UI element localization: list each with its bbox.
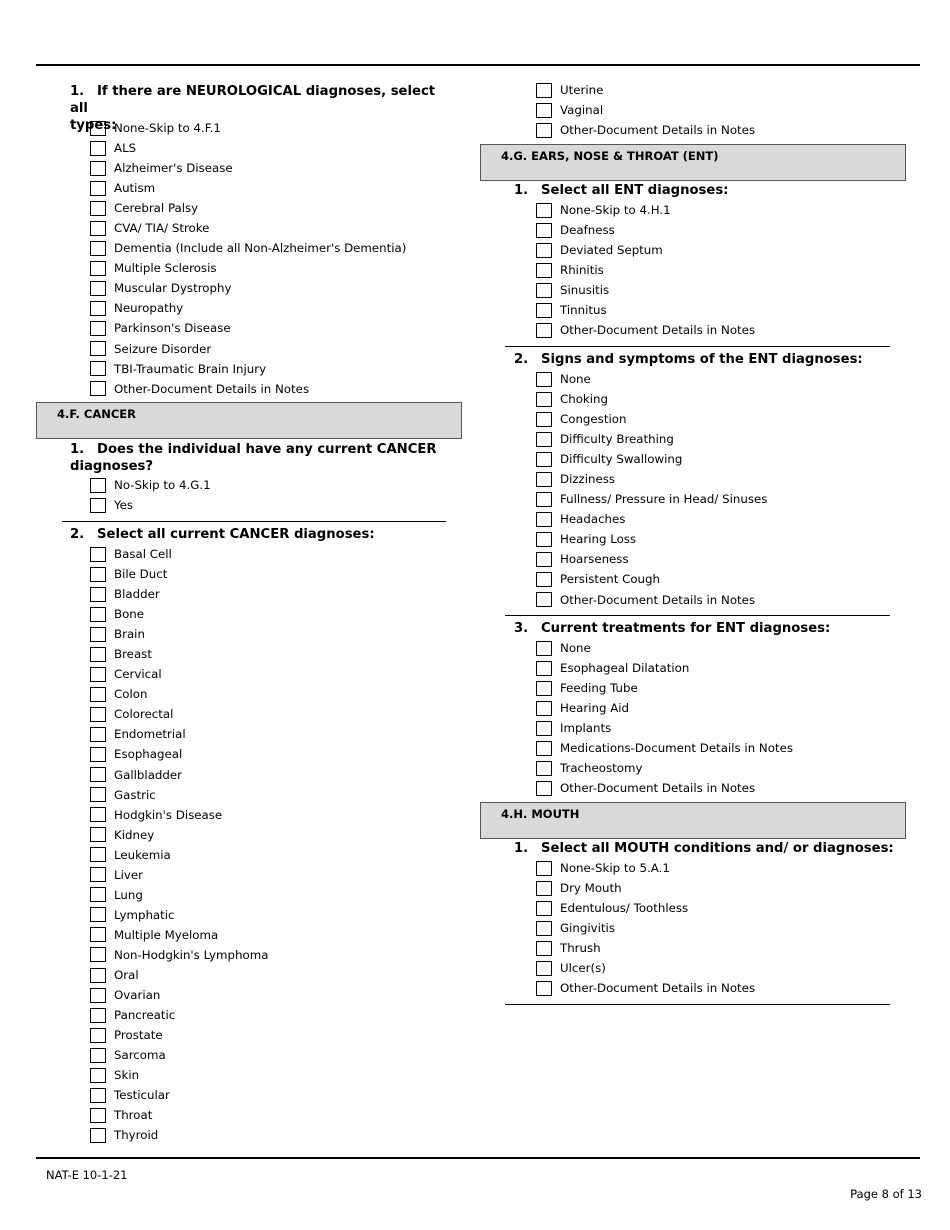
checkbox[interactable]: [536, 861, 552, 876]
checkbox-label: Autism: [114, 181, 156, 196]
checkbox-label: Parkinson's Disease: [114, 321, 231, 336]
question-number: 1.: [514, 841, 529, 856]
ent-q3-question: [514, 620, 904, 637]
checkbox-option[interactable]: [536, 449, 767, 469]
mouth-q1-question: [514, 840, 914, 857]
checkbox-option[interactable]: [90, 584, 268, 604]
checkbox[interactable]: [536, 901, 552, 916]
checkbox-label: Other-Document Details in Notes: [560, 981, 756, 996]
checkbox-option[interactable]: [536, 978, 755, 998]
checkbox[interactable]: [90, 1028, 106, 1043]
checkbox[interactable]: [536, 452, 552, 467]
checkbox-option[interactable]: [90, 644, 268, 664]
checkbox[interactable]: [90, 381, 106, 396]
checkbox-label: Feeding Tube: [560, 681, 638, 696]
checkbox[interactable]: [536, 263, 552, 278]
checkbox-option[interactable]: [90, 238, 406, 258]
section-header-text: 4.H. MOUTH: [501, 807, 580, 821]
checkbox-option[interactable]: [536, 240, 755, 260]
checkbox-label: Non-Hodgkin's Lymphoma: [114, 947, 269, 962]
section-header-text: 4.G. EARS, NOSE & THROAT (ENT): [501, 149, 719, 163]
checkbox-label: Testicular: [114, 1088, 170, 1103]
checkbox[interactable]: [90, 1088, 106, 1103]
checkbox-label: Persistent Cough: [560, 572, 661, 587]
checkbox[interactable]: [90, 1068, 106, 1083]
checkbox-option[interactable]: [536, 738, 793, 758]
checkbox[interactable]: [536, 661, 552, 676]
checkbox-label: Multiple Myeloma: [114, 927, 219, 942]
checkbox-option[interactable]: [536, 958, 755, 978]
checkbox[interactable]: [90, 687, 106, 702]
checkbox-label: Yes: [114, 498, 134, 513]
checkbox-option[interactable]: [90, 1085, 268, 1105]
checkbox-option[interactable]: [90, 278, 406, 298]
divider: [505, 615, 890, 616]
cancer-q2-options: [90, 544, 268, 1145]
section-header-text: 4.F. CANCER: [57, 407, 137, 421]
question-text: Signs and symptoms of the ENT diagnoses:: [541, 352, 863, 367]
question-number: 2.: [70, 527, 85, 542]
checkbox-option[interactable]: [536, 878, 755, 898]
checkbox-option[interactable]: [90, 985, 268, 1005]
checkbox-label: Rhinitis: [560, 263, 604, 278]
checkbox-option[interactable]: [90, 805, 268, 825]
checkbox[interactable]: [536, 303, 552, 318]
cancer-q1-options: [90, 475, 211, 515]
question-number: 1.: [70, 84, 85, 99]
checkbox[interactable]: [536, 392, 552, 407]
checkbox-option[interactable]: [90, 198, 406, 218]
ent-q2-options: [536, 369, 767, 610]
checkbox-option[interactable]: [90, 298, 406, 318]
checkbox-label: Other-Document Details in Notes: [560, 592, 756, 607]
checkbox-label: CVA/ TIA/ Stroke: [114, 221, 210, 236]
checkbox[interactable]: [90, 1128, 106, 1143]
checkbox[interactable]: [90, 587, 106, 602]
checkbox-option[interactable]: [90, 138, 406, 158]
checkbox[interactable]: [90, 707, 106, 722]
checkbox-label: Muscular Dystrophy: [114, 281, 232, 296]
checkbox-label: Gallbladder: [114, 767, 183, 782]
checkbox-label: Skin: [114, 1068, 140, 1083]
divider: [505, 346, 890, 347]
checkbox-label: Hodgkin's Disease: [114, 807, 223, 822]
checkbox-option[interactable]: [536, 260, 755, 280]
checkbox-label: Sinusitis: [560, 283, 610, 298]
checkbox[interactable]: [536, 323, 552, 338]
checkbox-label: No-Skip to 4.G.1: [114, 478, 211, 493]
checkbox-label: Implants: [560, 721, 612, 736]
checkbox-option[interactable]: [90, 845, 268, 865]
checkbox-label: Hearing Loss: [560, 532, 637, 547]
checkbox[interactable]: [90, 221, 106, 236]
uterine-continued-options: [536, 80, 755, 140]
checkbox[interactable]: [536, 781, 552, 796]
checkbox[interactable]: [90, 121, 106, 136]
checkbox-option[interactable]: [90, 564, 268, 584]
checkbox-option[interactable]: [90, 1045, 268, 1065]
checkbox-option[interactable]: [536, 220, 755, 240]
checkbox-label: None-Skip to 4.F.1: [114, 121, 221, 136]
checkbox-label: Lymphatic: [114, 907, 175, 922]
divider: [505, 1004, 890, 1005]
checkbox-option[interactable]: [536, 509, 767, 529]
checkbox[interactable]: [536, 961, 552, 976]
checkbox[interactable]: [536, 981, 552, 996]
checkbox[interactable]: [536, 761, 552, 776]
section-header-cancer: [36, 402, 462, 439]
ent-q2-question: [514, 351, 904, 368]
checkbox-label: Cerebral Palsy: [114, 201, 199, 216]
cancer-q1-question: [70, 441, 450, 475]
checkbox[interactable]: [90, 727, 106, 742]
checkbox[interactable]: [90, 261, 106, 276]
ent-q3-options: [536, 638, 793, 798]
checkbox-option[interactable]: [90, 664, 268, 684]
question-number: 3.: [514, 621, 529, 636]
checkbox[interactable]: [90, 867, 106, 882]
bottom-rule: [36, 1157, 920, 1159]
checkbox-label: Gingivitis: [560, 921, 615, 936]
checkbox[interactable]: [90, 241, 106, 256]
checkbox[interactable]: [536, 881, 552, 896]
checkbox-label: Vaginal: [560, 103, 604, 118]
question-text: Current treatments for ENT diagnoses:: [541, 621, 831, 636]
checkbox[interactable]: [536, 372, 552, 387]
checkbox-option[interactable]: [536, 898, 755, 918]
checkbox[interactable]: [90, 478, 106, 493]
checkbox-option[interactable]: [536, 80, 755, 100]
checkbox[interactable]: [90, 747, 106, 762]
checkbox[interactable]: [536, 492, 552, 507]
question-text: Select all ENT diagnoses:: [541, 183, 729, 198]
ent-q1-options: [536, 200, 755, 340]
checkbox[interactable]: [90, 141, 106, 156]
checkbox-option[interactable]: [90, 1065, 268, 1085]
checkbox-label: Colorectal: [114, 707, 174, 722]
checkbox-label: Thyroid: [114, 1128, 159, 1143]
checkbox-option[interactable]: [536, 778, 793, 798]
checkbox-option[interactable]: [536, 590, 767, 610]
checkbox-label: Hoarseness: [560, 552, 629, 567]
ent-q1-question: [514, 182, 904, 199]
checkbox-label: Colon: [114, 687, 148, 702]
cancer-q2-question: [70, 526, 450, 543]
checkbox-option[interactable]: [536, 469, 767, 489]
checkbox[interactable]: [536, 681, 552, 696]
checkbox-label: Lung: [114, 887, 143, 902]
question-number: 2.: [514, 352, 529, 367]
checkbox[interactable]: [90, 201, 106, 216]
checkbox[interactable]: [90, 827, 106, 842]
checkbox-label: Difficulty Breathing: [560, 432, 674, 447]
checkbox-option[interactable]: [536, 698, 793, 718]
checkbox-option[interactable]: [90, 905, 268, 925]
checkbox-label: Gastric: [114, 787, 156, 802]
checkbox[interactable]: [536, 701, 552, 716]
checkbox-label: Liver: [114, 867, 143, 882]
checkbox-label: Esophageal: [114, 747, 183, 762]
checkbox-option[interactable]: [536, 549, 767, 569]
checkbox[interactable]: [536, 592, 552, 607]
checkbox-label: Esophageal Dilatation: [560, 661, 690, 676]
checkbox-label: Throat: [114, 1108, 153, 1123]
checkbox[interactable]: [90, 281, 106, 296]
checkbox[interactable]: [90, 988, 106, 1003]
checkbox[interactable]: [90, 767, 106, 782]
checkbox-option[interactable]: [536, 638, 793, 658]
checkbox[interactable]: [90, 361, 106, 376]
form-id: NAT-E 10-1-21: [46, 1168, 128, 1182]
checkbox-label: Bladder: [114, 587, 160, 602]
checkbox[interactable]: [90, 321, 106, 336]
checkbox-option[interactable]: [90, 765, 268, 785]
question-text-cont: types:: [70, 118, 117, 133]
checkbox[interactable]: [90, 947, 106, 962]
question-number: 1.: [514, 183, 529, 198]
checkbox-option[interactable]: [90, 544, 268, 564]
checkbox[interactable]: [90, 787, 106, 802]
checkbox[interactable]: [90, 907, 106, 922]
checkbox-label: Ulcer(s): [560, 961, 606, 976]
checkbox-option[interactable]: [536, 320, 755, 340]
checkbox[interactable]: [90, 647, 106, 662]
checkbox-option[interactable]: [90, 885, 268, 905]
checkbox-option[interactable]: [90, 379, 406, 399]
checkbox-option[interactable]: [90, 704, 268, 724]
question-text: Does the individual have any current CANCER: [97, 442, 437, 457]
checkbox-label: Deviated Septum: [560, 243, 663, 258]
checkbox-option[interactable]: [90, 118, 406, 138]
checkbox-option[interactable]: [90, 1005, 268, 1025]
checkbox[interactable]: [90, 607, 106, 622]
checkbox-option[interactable]: [536, 858, 755, 878]
checkbox[interactable]: [536, 532, 552, 547]
checkbox-label: Prostate: [114, 1028, 163, 1043]
section-header-mouth: [480, 802, 906, 839]
checkbox-label: Bile Duct: [114, 567, 168, 582]
checkbox[interactable]: [90, 927, 106, 942]
checkbox[interactable]: [90, 807, 106, 822]
checkbox-option[interactable]: [90, 945, 268, 965]
checkbox-label: Medications-Document Details in Notes: [560, 741, 794, 756]
checkbox-option[interactable]: [90, 1125, 268, 1145]
checkbox-label: Dry Mouth: [560, 881, 622, 896]
checkbox-option[interactable]: [90, 475, 211, 495]
checkbox-label: Seizure Disorder: [114, 341, 212, 356]
checkbox-label: None-Skip to 5.A.1: [560, 861, 670, 876]
checkbox-label: Dizziness: [560, 472, 616, 487]
checkbox-option[interactable]: [536, 100, 755, 120]
top-rule: [36, 64, 920, 66]
divider: [62, 521, 446, 522]
checkbox-option[interactable]: [90, 825, 268, 845]
section-header-ent: [480, 144, 906, 181]
checkbox-option[interactable]: [90, 724, 268, 744]
checkbox-label: Cervical: [114, 667, 162, 682]
checkbox-label: None: [560, 641, 591, 656]
checkbox[interactable]: [90, 887, 106, 902]
checkbox-option[interactable]: [90, 318, 406, 338]
checkbox-label: Edentulous/ Toothless: [560, 901, 689, 916]
checkbox-label: Thrush: [560, 941, 601, 956]
checkbox-option[interactable]: [90, 925, 268, 945]
checkbox-option[interactable]: [90, 178, 406, 198]
checkbox-label: Choking: [560, 392, 609, 407]
checkbox-label: Headaches: [560, 512, 626, 527]
checkbox-label: Breast: [114, 647, 152, 662]
checkbox-label: Congestion: [560, 412, 627, 427]
checkbox-label: Difficulty Swallowing: [560, 452, 683, 467]
checkbox-option[interactable]: [536, 529, 767, 549]
checkbox-option[interactable]: [536, 658, 793, 678]
checkbox[interactable]: [536, 741, 552, 756]
checkbox[interactable]: [90, 161, 106, 176]
checkbox[interactable]: [536, 472, 552, 487]
checkbox[interactable]: [90, 547, 106, 562]
checkbox-option[interactable]: [90, 865, 268, 885]
checkbox[interactable]: [536, 941, 552, 956]
checkbox-option[interactable]: [536, 938, 755, 958]
checkbox-label: Brain: [114, 627, 145, 642]
checkbox[interactable]: [536, 572, 552, 587]
checkbox-label: Pancreatic: [114, 1008, 176, 1023]
checkbox-label: Deafness: [560, 223, 615, 238]
checkbox-option[interactable]: [90, 624, 268, 644]
checkbox[interactable]: [536, 412, 552, 427]
checkbox-label: Kidney: [114, 827, 155, 842]
checkbox-option[interactable]: [536, 918, 755, 938]
checkbox-option[interactable]: [90, 965, 268, 985]
checkbox-option[interactable]: [536, 389, 767, 409]
checkbox[interactable]: [90, 341, 106, 356]
checkbox-label: Other-Document Details in Notes: [560, 323, 756, 338]
checkbox-label: Sarcoma: [114, 1048, 166, 1063]
question-number: 1.: [70, 442, 85, 457]
question-text: If there are NEUROLOGICAL diagnoses, select all: [70, 84, 436, 116]
checkbox-option[interactable]: [90, 258, 406, 278]
checkbox-label: ALS: [114, 141, 137, 156]
checkbox-option[interactable]: [536, 429, 767, 449]
checkbox-option[interactable]: [536, 489, 767, 509]
checkbox-label: Bone: [114, 607, 145, 622]
checkbox[interactable]: [536, 641, 552, 656]
checkbox-option[interactable]: [536, 678, 793, 698]
checkbox-option[interactable]: [90, 785, 268, 805]
checkbox-label: Uterine: [560, 83, 604, 98]
checkbox-label: Other-Document Details in Notes: [560, 781, 756, 796]
checkbox-option[interactable]: [536, 300, 755, 320]
neuro-options: [90, 118, 406, 399]
checkbox[interactable]: [536, 432, 552, 447]
checkbox-label: None-Skip to 4.H.1: [560, 203, 671, 218]
checkbox-label: Fullness/ Pressure in Head/ Sinuses: [560, 492, 768, 507]
checkbox-label: Basal Cell: [114, 547, 172, 562]
checkbox[interactable]: [536, 552, 552, 567]
checkbox-option[interactable]: [536, 280, 755, 300]
checkbox-label: TBI-Traumatic Brain Injury: [114, 361, 267, 376]
checkbox[interactable]: [90, 1008, 106, 1023]
checkbox[interactable]: [536, 921, 552, 936]
checkbox-label: Oral: [114, 968, 139, 982]
checkbox-option[interactable]: [536, 718, 793, 738]
checkbox-option[interactable]: [90, 604, 268, 624]
question-text-cont: diagnoses?: [70, 459, 154, 474]
question-text: Select all MOUTH conditions and/ or diagnoses:: [541, 841, 894, 856]
checkbox[interactable]: [90, 498, 106, 513]
checkbox-option[interactable]: [90, 359, 406, 379]
checkbox-option[interactable]: [90, 744, 268, 764]
checkbox[interactable]: [536, 243, 552, 258]
checkbox[interactable]: [90, 667, 106, 682]
checkbox-option[interactable]: [90, 684, 268, 704]
checkbox[interactable]: [90, 968, 106, 983]
checkbox[interactable]: [536, 512, 552, 527]
checkbox-label: Neuropathy: [114, 301, 184, 316]
mouth-q1-options: [536, 858, 755, 998]
page-number: Page 8 of 13: [850, 1187, 922, 1201]
checkbox-label: Dementia (Include all Non-Alzheimer's Dementia): [114, 241, 407, 256]
checkbox-label: Other-Document Details in Notes: [114, 381, 310, 396]
checkbox[interactable]: [90, 181, 106, 196]
checkbox[interactable]: [536, 203, 552, 218]
checkbox-label: Ovarian: [114, 988, 161, 1003]
checkbox[interactable]: [90, 1108, 106, 1123]
checkbox-label: Leukemia: [114, 847, 171, 862]
checkbox-option[interactable]: [536, 369, 767, 389]
question-text: Select all current CANCER diagnoses:: [97, 527, 375, 542]
checkbox[interactable]: [536, 123, 552, 138]
checkbox-option[interactable]: [536, 200, 755, 220]
checkbox-label: Tinnitus: [560, 303, 607, 318]
checkbox-option[interactable]: [90, 495, 211, 515]
checkbox[interactable]: [90, 301, 106, 316]
checkbox[interactable]: [90, 567, 106, 582]
checkbox[interactable]: [536, 223, 552, 238]
checkbox-label: Hearing Aid: [560, 701, 630, 716]
checkbox-option[interactable]: [536, 409, 767, 429]
checkbox-option[interactable]: [536, 758, 793, 778]
checkbox-option[interactable]: [90, 339, 406, 359]
checkbox-label: Tracheostomy: [560, 761, 643, 776]
checkbox-label: Alzheimer's Disease: [114, 161, 233, 176]
checkbox-option[interactable]: [90, 218, 406, 238]
checkbox-option[interactable]: [90, 158, 406, 178]
checkbox-option[interactable]: [536, 569, 767, 589]
checkbox-label: Other-Document Details in Notes: [560, 123, 756, 138]
checkbox[interactable]: [536, 103, 552, 118]
checkbox[interactable]: [536, 283, 552, 298]
checkbox-option[interactable]: [90, 1025, 268, 1045]
checkbox[interactable]: [536, 721, 552, 736]
checkbox[interactable]: [90, 627, 106, 642]
checkbox[interactable]: [536, 83, 552, 98]
checkbox[interactable]: [90, 1048, 106, 1063]
checkbox-option[interactable]: [536, 120, 755, 140]
checkbox-option[interactable]: [90, 1105, 268, 1125]
checkbox-label: None: [560, 372, 591, 387]
checkbox[interactable]: [90, 847, 106, 862]
checkbox-label: Endometrial: [114, 727, 186, 742]
checkbox-label: Multiple Sclerosis: [114, 261, 217, 276]
